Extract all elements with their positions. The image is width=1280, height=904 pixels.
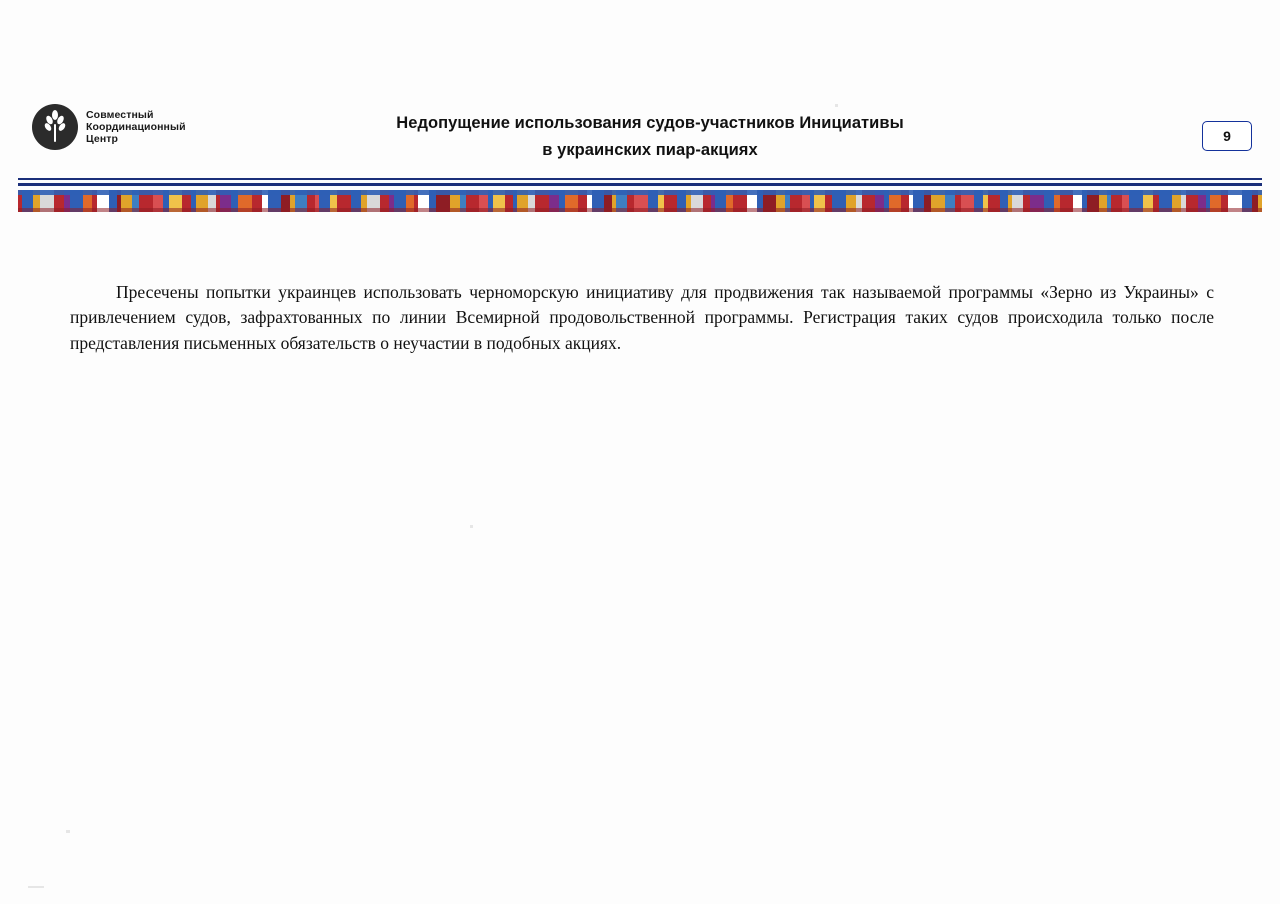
divider-line-top	[18, 178, 1262, 180]
divider-line-bottom	[18, 183, 1262, 186]
header-divider	[18, 178, 1262, 212]
ribbon-bottom-band	[18, 208, 1262, 212]
page-number-badge	[1202, 121, 1252, 151]
wheat-ear-icon	[32, 104, 78, 150]
logo-line-2: Координационный	[86, 121, 186, 133]
organization-logo	[32, 104, 186, 150]
body-paragraph: Пресечены попытки украинцев использовать черноморскую инициативу для продвижения так называемой программы «Зерно из Украины» с привлечением судов, зафрахтованных по линии Всемирной продовольственной программы. Регистрация таких судов происходила только после представления письменных обязательств о неучастии в подобных акциях.	[70, 281, 1214, 353]
scan-speckle	[66, 830, 70, 833]
page-title	[310, 110, 990, 164]
scan-speckle	[470, 525, 473, 528]
organization-name	[86, 109, 186, 145]
ribbon-top-band	[18, 190, 1262, 195]
logo-line-3: Центр	[86, 133, 119, 145]
page-header	[0, 100, 1280, 180]
page-title-line-1: Недопущение использования судов-участников Инициативы	[396, 114, 904, 132]
page-title-line-2: в украинских пиар-акциях	[542, 141, 758, 159]
logo-line-1: Совместный	[86, 109, 154, 121]
scan-speckle	[835, 104, 838, 107]
decorative-ribbon	[18, 190, 1262, 212]
page-number-value: 9	[1223, 128, 1231, 144]
scan-speckle	[28, 886, 44, 888]
